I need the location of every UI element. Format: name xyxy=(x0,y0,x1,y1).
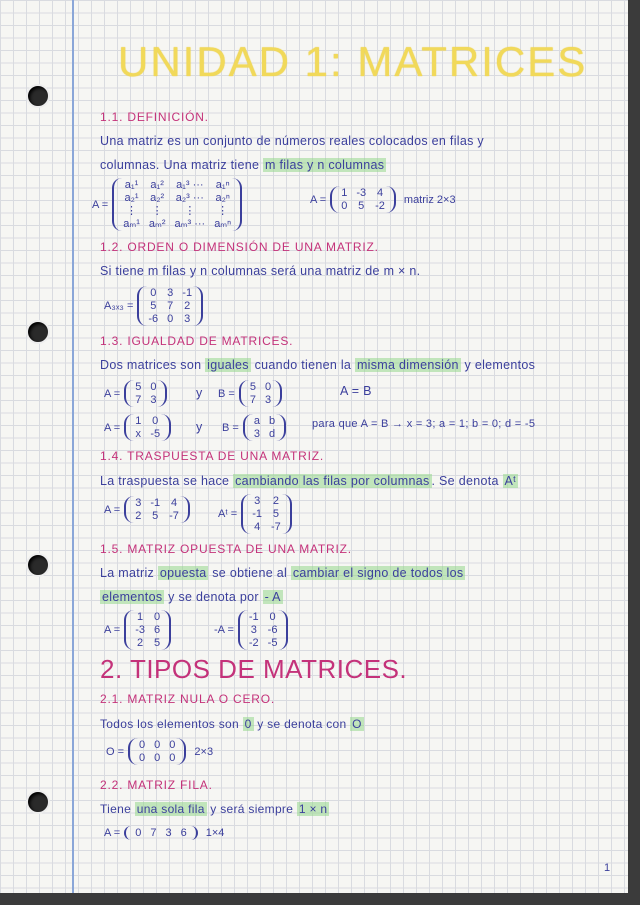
matrix-cell: aₘ² xyxy=(148,218,166,230)
matrix-cell: 5 xyxy=(135,381,142,393)
highlight: O xyxy=(352,717,362,731)
binder-hole xyxy=(26,84,50,108)
matrix-cell: a₁ⁿ xyxy=(215,179,230,191)
matrix-cell: -1 xyxy=(248,611,259,623)
matrix-note: 2×3 xyxy=(194,745,214,758)
matrix-cell: -5 xyxy=(267,637,278,649)
matrix-cell: 0 xyxy=(139,752,146,764)
text: y se denota con xyxy=(253,717,351,731)
matrix-cell: 7 xyxy=(135,394,142,406)
matrix-cell: 6 xyxy=(180,827,187,839)
matrix-cell: a₂³ ··· xyxy=(175,192,204,204)
matrix-a xyxy=(104,414,171,441)
matrix-cell: 2 xyxy=(184,300,191,312)
matrix-label: A = xyxy=(310,193,327,206)
text: columnas. Una matriz tiene xyxy=(100,158,264,172)
matrix-cell: -6 xyxy=(267,624,278,636)
text-line xyxy=(100,566,465,580)
matrix-cell: 2 xyxy=(272,495,279,507)
matrix-cell: a₁¹ xyxy=(124,179,139,191)
matrix-cell: 0 xyxy=(154,752,161,764)
matrix-cell: 3 xyxy=(135,497,142,509)
binder-hole xyxy=(26,320,50,344)
text: Todos los elementos son xyxy=(100,717,243,731)
matrix-cell: a₁² xyxy=(150,179,164,191)
text-line: Si tiene m filas y n columnas será una matriz de m × n. xyxy=(100,264,421,278)
matrix-cell: aₘ³ ··· xyxy=(174,218,206,230)
highlight: elementos xyxy=(102,590,163,604)
matrix-a xyxy=(104,380,167,407)
binder-hole xyxy=(26,790,50,814)
matrix-cell: 3 xyxy=(184,313,191,325)
heading-orden: 1.2. ORDEN O DIMENSIÓN DE UNA MATRIZ. xyxy=(100,240,379,254)
matrix-cell: 5 xyxy=(152,510,159,522)
matrix-cell: 0 xyxy=(264,381,272,393)
text: A = B xyxy=(340,384,372,398)
text: Tiene xyxy=(100,802,135,816)
heading-tipos: 2. TIPOS DE MATRICES. xyxy=(100,654,408,684)
matrix-body xyxy=(128,738,186,765)
matrix-a xyxy=(104,610,171,650)
matrix-cell: 5 xyxy=(272,508,279,520)
matrix-cell: 0 xyxy=(139,739,146,751)
highlight: misma dimensión xyxy=(356,358,459,372)
matrix-body xyxy=(124,610,171,650)
matrix-label: A = xyxy=(104,827,121,839)
matrix-body xyxy=(239,380,282,407)
matrix-cell: -1 xyxy=(252,508,263,520)
matrix-label: A = xyxy=(104,503,121,516)
matrix-label: -A = xyxy=(214,624,234,636)
matrix-cell: -7 xyxy=(169,510,179,522)
matrix-label: B = xyxy=(218,387,235,400)
matrix-cell: 0 xyxy=(135,827,142,839)
matrix-a xyxy=(104,496,190,523)
matrix-cell: 0 xyxy=(150,287,157,299)
text: La traspuesta se hace xyxy=(100,474,234,488)
matrix-cell: 7 xyxy=(150,827,157,839)
matrix-cell: -3 xyxy=(356,187,367,199)
matrix-label: A = xyxy=(104,421,121,434)
highlight: m filas y n columnas xyxy=(265,158,385,172)
matrix-cell: -1 xyxy=(182,287,193,299)
matrix-cell: 6 xyxy=(154,624,161,636)
text: y se denota por xyxy=(164,590,263,604)
highlight: cambiar el signo de todos los xyxy=(292,566,464,580)
matrix-cell: aₘ¹ xyxy=(123,218,140,230)
text: para que A = B → x = 3; a = 1; b = 0; d = -5 xyxy=(312,418,536,430)
text: y será siempre xyxy=(206,802,297,816)
text: cuando tienen la xyxy=(250,358,355,372)
matrix-label: A = xyxy=(92,198,109,211)
highlight: una sola fila xyxy=(136,802,205,816)
page-number: 1 xyxy=(604,862,611,874)
highlight: 1 × n xyxy=(298,802,328,816)
matrix-body xyxy=(243,414,286,441)
matrix-cell: d xyxy=(268,428,276,440)
text-line xyxy=(100,802,329,816)
matrix-cell: ⋮ xyxy=(126,205,138,217)
matrix-label: A₃ₓ₃ = xyxy=(104,300,134,312)
text-line xyxy=(100,717,364,731)
matrix-cell: x xyxy=(135,428,142,440)
matrix-body xyxy=(238,610,289,650)
matrix-cell: 3 xyxy=(254,495,261,507)
matrix-cell: 0 xyxy=(269,611,276,623)
text-line xyxy=(100,358,535,372)
text: La matriz xyxy=(100,566,158,580)
matrix-a3x3 xyxy=(104,286,203,326)
heading-igualdad: 1.3. IGUALDAD DE MATRICES. xyxy=(100,334,294,348)
highlight: cambiando las filas por columnas xyxy=(235,474,430,488)
matrix-cell: 3 xyxy=(264,394,272,406)
matrix-cell: 4 xyxy=(170,497,178,509)
matrix-cell: 0 xyxy=(154,739,161,751)
matrix-cell: 4 xyxy=(254,521,261,533)
matrix-cell: aₘⁿ xyxy=(214,218,232,230)
highlight: 0 xyxy=(244,717,252,731)
matrix-body xyxy=(137,286,203,326)
matrix-cell: 0 xyxy=(341,200,348,212)
matrix-at xyxy=(218,494,292,534)
highlight: opuesta xyxy=(159,566,207,580)
matrix-b xyxy=(218,380,282,407)
matrix-cell: 3 xyxy=(150,394,157,406)
text: Dos matrices son xyxy=(100,358,206,372)
matrix-cell: 0 xyxy=(169,752,176,764)
binder-hole xyxy=(26,553,50,577)
matrix-cell: -2 xyxy=(248,637,259,649)
matrix-body xyxy=(124,380,167,407)
matrix-cell: a₂¹ xyxy=(124,192,139,204)
text: y xyxy=(196,420,203,434)
matrix-cell: ⋮ xyxy=(217,205,229,217)
text: y elementos xyxy=(460,358,536,372)
matrix-example xyxy=(310,186,456,213)
matrix-cell: 3 xyxy=(167,287,174,299)
matrix-cell: 0 xyxy=(169,739,176,751)
matrix-cell: -7 xyxy=(271,521,281,533)
matrix-cell: a xyxy=(253,415,260,427)
matrix-cell: ⋮ xyxy=(184,205,196,217)
matrix-body xyxy=(124,496,190,523)
text: se obtiene al xyxy=(208,566,291,580)
matrix-cell: -6 xyxy=(148,313,159,325)
matrix-cell: -2 xyxy=(375,200,385,212)
matrix-cell: 0 xyxy=(152,415,159,427)
matrix-cell: 2 xyxy=(137,637,144,649)
matrix-note: matriz 2×3 xyxy=(403,193,456,206)
text-line: Una matriz es un conjunto de números reales colocados en filas y xyxy=(100,134,484,148)
matrix-row xyxy=(104,826,224,840)
matrix-cell: 5 xyxy=(150,300,157,312)
matrix-cell: a₁³ ··· xyxy=(176,179,204,191)
matrix-cell: 5 xyxy=(358,200,365,212)
matrix-cell: 5 xyxy=(249,381,256,393)
matrix-cell: -5 xyxy=(150,428,161,440)
matrix-body xyxy=(241,494,292,534)
matrix-generic xyxy=(92,178,242,231)
matrix-label: A = xyxy=(104,387,121,400)
heading-traspuesta: 1.4. TRASPUESTA DE UNA MATRIZ. xyxy=(100,449,325,463)
matrix-cell: a₂ⁿ xyxy=(215,192,230,204)
text-line xyxy=(100,158,386,172)
matrix-label: O = xyxy=(106,745,125,758)
highlight: iguales xyxy=(207,358,249,372)
matrix-body xyxy=(330,186,396,213)
matrix-cell: 3 xyxy=(165,827,172,839)
matrix-body xyxy=(124,414,171,441)
matrix-cell: 0 xyxy=(154,611,161,623)
matrix-cell: 2 xyxy=(135,510,142,522)
matrix-cell: 1 xyxy=(135,415,142,427)
matrix-cell: 0 xyxy=(167,313,174,325)
matrix-cell: ⋮ xyxy=(151,205,163,217)
text: y xyxy=(196,386,203,400)
matrix-cell: 7 xyxy=(249,394,256,406)
text-line xyxy=(100,590,283,604)
text-line xyxy=(100,474,518,488)
matrix-cell: 0 xyxy=(150,381,157,393)
matrix-body xyxy=(124,826,198,840)
matrix-cell: 1 xyxy=(137,611,144,623)
text: . Se denota xyxy=(431,474,503,488)
page-title: UNIDAD 1: MATRICES xyxy=(118,38,588,85)
matrix-cell: 5 xyxy=(154,637,161,649)
heading-nula: 2.1. MATRIZ NULA O CERO. xyxy=(100,692,276,706)
matrix-label: B = xyxy=(222,421,239,434)
matrix-cell: 4 xyxy=(376,187,384,199)
matrix-cell: -3 xyxy=(135,624,145,636)
matrix-cell: -1 xyxy=(150,497,161,509)
matrix-note: 1×4 xyxy=(205,827,225,839)
matrix-b xyxy=(222,414,286,441)
heading-opuesta: 1.5. MATRIZ OPUESTA DE UNA MATRIZ. xyxy=(100,542,352,556)
matrix-cell: a₂² xyxy=(150,192,165,204)
heading-fila: 2.2. MATRIZ FILA. xyxy=(100,778,213,792)
margin-line xyxy=(72,0,74,893)
highlight: - A xyxy=(264,590,281,604)
matrix-label: A = xyxy=(104,624,121,636)
matrix-cell: 3 xyxy=(253,428,260,440)
matrix-cell: 1 xyxy=(341,187,348,199)
matrix-zero xyxy=(106,738,213,765)
matrix-cell: 3 xyxy=(250,624,257,636)
highlight: Aᵗ xyxy=(504,474,517,488)
matrix-cell: 7 xyxy=(167,300,174,312)
matrix-body xyxy=(112,178,242,231)
matrix-minus-a xyxy=(214,610,288,650)
matrix-label: Aᵗ = xyxy=(218,508,238,520)
heading-definicion: 1.1. DEFINICIÓN. xyxy=(100,110,209,124)
matrix-cell: b xyxy=(268,415,276,427)
